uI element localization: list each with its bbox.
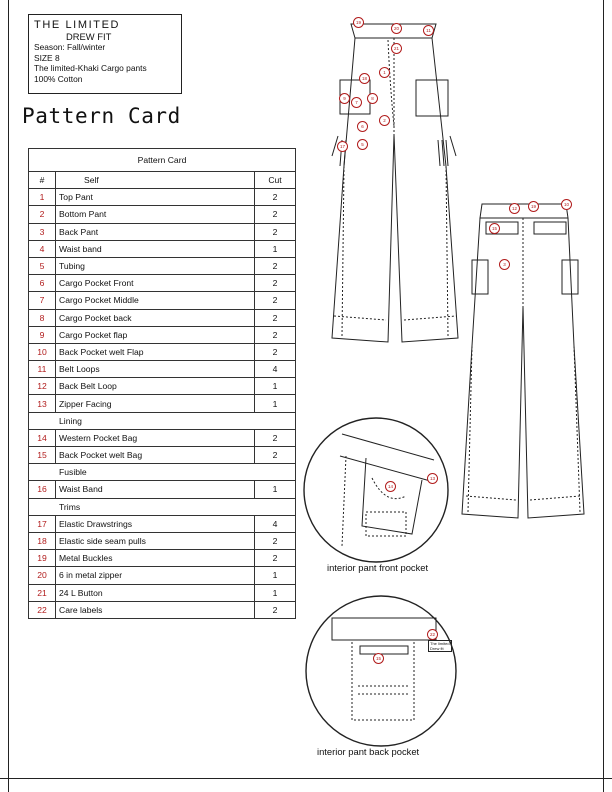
- part-number-marker: 19: [353, 17, 364, 28]
- row-name: Top Pant: [56, 189, 255, 206]
- row-name: Metal Buckles: [56, 550, 255, 567]
- row-num: 3: [29, 223, 56, 240]
- part-number-marker: 8: [367, 93, 378, 104]
- table-row: [29, 532, 296, 549]
- table-row: [29, 361, 296, 378]
- row-name: Back Pocket welt Flap: [56, 343, 255, 360]
- table-row: [29, 601, 296, 618]
- row-cut: 1: [255, 395, 296, 412]
- row-num: 19: [29, 550, 56, 567]
- table-caption: Pattern Card: [29, 149, 296, 172]
- pattern-card-table-body: [29, 149, 296, 619]
- part-number-marker: 15: [489, 223, 500, 234]
- row-name: Cargo Pocket Front: [56, 275, 255, 292]
- row-cut: 2: [255, 189, 296, 206]
- row-cut: 1: [255, 584, 296, 601]
- row-cut: 4: [255, 361, 296, 378]
- row-cut: 2: [255, 275, 296, 292]
- row-cut: 2: [255, 601, 296, 618]
- row-name: Back Belt Loop: [56, 378, 255, 395]
- table-row: [29, 292, 296, 309]
- part-number-marker: 5: [357, 139, 368, 150]
- row-cut: 2: [255, 550, 296, 567]
- part-number-marker: 12: [509, 203, 520, 214]
- row-num: 1: [29, 189, 56, 206]
- front-pocket-caption: interior pant front pocket: [327, 562, 429, 573]
- row-cut: 2: [255, 223, 296, 240]
- product-text: The limited-Khaki Cargo pants: [34, 63, 147, 74]
- part-number-marker: 7: [351, 97, 362, 108]
- row-num: 16: [29, 481, 56, 498]
- part-number-marker: 17: [337, 141, 348, 152]
- care-label-line-1: The limited: [430, 641, 450, 646]
- care-label-text: [428, 640, 452, 652]
- part-number-marker: 22: [427, 629, 438, 640]
- row-name: Waist band: [56, 240, 255, 257]
- row-num: 22: [29, 601, 56, 618]
- row-cut: 2: [255, 343, 296, 360]
- row-num: 12: [29, 378, 56, 395]
- table-row: [29, 515, 296, 532]
- back-pocket-detail-drawing: [304, 594, 458, 748]
- row-cut: 2: [255, 206, 296, 223]
- table-row: [29, 223, 296, 240]
- frame-right-line: [603, 0, 604, 792]
- back-pocket-caption: interior pant back pocket: [317, 746, 420, 757]
- row-name: Zipper Facing: [56, 395, 255, 412]
- part-number-marker: 3: [499, 259, 510, 270]
- table-row: [29, 189, 296, 206]
- table-row: [29, 343, 296, 360]
- page-title: Pattern Card: [22, 104, 181, 128]
- table-row: [29, 395, 296, 412]
- row-num: 4: [29, 240, 56, 257]
- row-cut: 2: [255, 309, 296, 326]
- table-row: [29, 481, 296, 498]
- row-name: Cargo Pocket back: [56, 309, 255, 326]
- part-number-marker: 21: [391, 43, 402, 54]
- row-num: 18: [29, 532, 56, 549]
- part-number-marker: 10: [561, 199, 572, 210]
- row-cut: 1: [255, 481, 296, 498]
- spec-info-box: [28, 14, 182, 94]
- row-cut: 2: [255, 326, 296, 343]
- part-number-marker: 14: [385, 481, 396, 492]
- brand-name: THE LIMITED: [34, 19, 121, 31]
- section-row-trims: [29, 498, 296, 515]
- row-cut: 2: [255, 447, 296, 464]
- material-text: 100% Cotton: [34, 73, 83, 84]
- row-name: 6 in metal zipper: [56, 567, 255, 584]
- table-row: [29, 275, 296, 292]
- row-name: Belt Loops: [56, 361, 255, 378]
- row-name: Care labels: [56, 601, 255, 618]
- row-num: 11: [29, 361, 56, 378]
- part-number-marker: 19: [528, 201, 539, 212]
- pattern-card-table: [28, 148, 296, 619]
- size-text: SIZE 8: [34, 52, 60, 63]
- back-pants-drawing: [460, 196, 586, 522]
- table-row: [29, 447, 296, 464]
- row-cut: 2: [255, 532, 296, 549]
- table-caption-row: [29, 149, 296, 172]
- table-row: [29, 567, 296, 584]
- row-num: 9: [29, 326, 56, 343]
- row-name: Cargo Pocket Middle: [56, 292, 255, 309]
- row-name: Cargo Pocket flap: [56, 326, 255, 343]
- table-row: [29, 240, 296, 257]
- header-cut: Cut: [255, 172, 296, 189]
- row-num: 10: [29, 343, 56, 360]
- frame-left-line: [8, 0, 9, 792]
- front-pants-drawing: [318, 16, 468, 348]
- table-header-row: [29, 172, 296, 189]
- table-row: [29, 326, 296, 343]
- section-row-lining-label: Lining: [29, 412, 296, 429]
- part-number-marker: 9: [339, 93, 350, 104]
- row-num: 2: [29, 206, 56, 223]
- row-name: Western Pocket Bag: [56, 429, 255, 446]
- table-row: [29, 309, 296, 326]
- row-cut: 1: [255, 378, 296, 395]
- part-number-marker: 18: [359, 73, 370, 84]
- row-cut: 1: [255, 567, 296, 584]
- row-num: 8: [29, 309, 56, 326]
- row-num: 5: [29, 257, 56, 274]
- row-num: 14: [29, 429, 56, 446]
- row-name: Bottom Pant: [56, 206, 255, 223]
- part-number-marker: 11: [423, 25, 434, 36]
- row-num: 7: [29, 292, 56, 309]
- header-num: #: [29, 172, 56, 189]
- table-row: [29, 550, 296, 567]
- table-row: [29, 206, 296, 223]
- row-cut: 2: [255, 429, 296, 446]
- row-name: Back Pocket welt Bag: [56, 447, 255, 464]
- row-cut: 2: [255, 292, 296, 309]
- fit-name: DREW FIT: [66, 31, 112, 42]
- row-num: 15: [29, 447, 56, 464]
- part-number-marker: 6: [357, 121, 368, 132]
- part-number-marker: 15: [373, 653, 384, 664]
- row-num: 13: [29, 395, 56, 412]
- part-number-marker: 13: [427, 473, 438, 484]
- row-cut: 4: [255, 515, 296, 532]
- front-pocket-detail-drawing: [302, 416, 450, 564]
- part-number-marker: 2: [379, 115, 390, 126]
- table-row: [29, 257, 296, 274]
- frame-divider-line: [0, 778, 612, 779]
- section-row-fusible-label: Fusible: [29, 464, 296, 481]
- row-name: Elastic side seam pulls: [56, 532, 255, 549]
- row-num: 21: [29, 584, 56, 601]
- row-name: Waist Band: [56, 481, 255, 498]
- section-row-fusible: [29, 464, 296, 481]
- row-name: Elastic Drawstrings: [56, 515, 255, 532]
- row-cut: 2: [255, 257, 296, 274]
- part-number-marker: 1: [379, 67, 390, 78]
- row-num: 20: [29, 567, 56, 584]
- table-row: [29, 584, 296, 601]
- row-num: 6: [29, 275, 56, 292]
- table-row: [29, 378, 296, 395]
- row-name: Back Pant: [56, 223, 255, 240]
- part-number-marker: 20: [391, 23, 402, 34]
- header-self: Self: [56, 172, 255, 189]
- row-name: Tubing: [56, 257, 255, 274]
- row-cut: 1: [255, 240, 296, 257]
- table-row: [29, 429, 296, 446]
- section-row-lining: [29, 412, 296, 429]
- season-text: Season: Fall/winter: [34, 42, 106, 52]
- row-num: 17: [29, 515, 56, 532]
- section-row-trims-label: Trims: [29, 498, 296, 515]
- row-name: 24 L Button: [56, 584, 255, 601]
- care-label-line-2: Drew fit: [430, 646, 444, 651]
